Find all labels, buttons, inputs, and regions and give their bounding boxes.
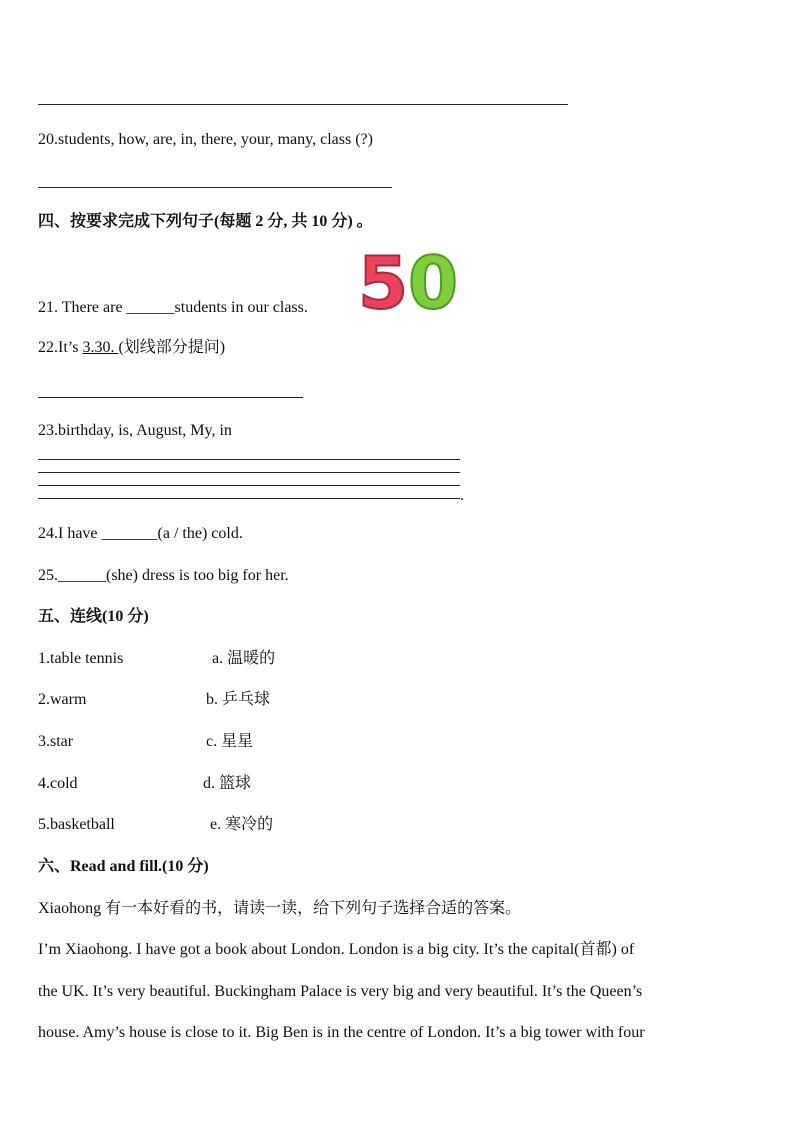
question-22 — [38, 338, 225, 358]
question-21: 21. There are ______students in our class. — [38, 299, 308, 316]
answer-line-23-1 — [38, 459, 460, 460]
answer-line-19 — [38, 104, 568, 105]
reading-intro: Xiaohong 有一本好看的书，请读一读，给下列句子选择合适的答案。 — [38, 900, 522, 917]
match-right-a: a. 温暖的 — [212, 650, 276, 667]
reading-line-3: house. Amy’s house is close to it. Big Ben is in the centre of London. It’s a big tower with four — [38, 1024, 645, 1041]
answer-line-22 — [38, 397, 303, 398]
answer-line-23-3 — [38, 485, 460, 486]
question-22-prefix: 22.It’s — [38, 339, 83, 356]
section-5-heading: 五、连线(10 分) — [38, 608, 149, 625]
question-20: 20.students, how, are, in, there, your, many, class (?) — [38, 131, 373, 148]
match-left-4: 4.cold — [38, 775, 78, 792]
reading-line-1: I’m Xiaohong. I have got a book about London. London is a big city. It’s the capital(首都) of — [38, 941, 635, 958]
section-6-heading: 六、Read and fill.(10 分) — [38, 858, 209, 875]
answer-line-23-2 — [38, 472, 460, 473]
match-right-e: e. 寒冷的 — [210, 816, 274, 833]
answer-line-23-4 — [38, 498, 460, 499]
badge-digit-five: 5 — [358, 244, 409, 316]
question-25: 25.______(she) dress is too big for her. — [38, 567, 289, 584]
match-right-d: d. 篮球 — [203, 775, 252, 792]
section-4-heading: 四、按要求完成下列句子(每题 2 分, 共 10 分) 。 — [38, 213, 373, 230]
answer-line-20 — [38, 187, 392, 188]
match-left-2: 2.warm — [38, 691, 87, 708]
badge-digit-zero: 0 — [408, 244, 459, 316]
match-left-3: 3.star — [38, 733, 74, 750]
question-22-underlined-time: 3.30. — [82, 339, 119, 356]
match-left-5: 5.basketball — [38, 816, 115, 833]
question-23-end-mark: . — [460, 487, 464, 504]
match-right-b: b. 乒乓球 — [206, 691, 271, 708]
question-24: 24.I have _______(a / the) cold. — [38, 525, 243, 542]
match-right-c: c. 星星 — [206, 733, 254, 750]
reading-line-2: the UK. It’s very beautiful. Buckingham Palace is very big and very beautiful. It’s the Queen’s — [38, 983, 643, 1000]
question-23: 23.birthday, is, August, My, in — [38, 422, 232, 439]
number-50-badge-icon — [356, 244, 466, 316]
question-22-suffix: (划线部分提问) — [118, 339, 226, 356]
match-left-1: 1.table tennis — [38, 650, 124, 667]
